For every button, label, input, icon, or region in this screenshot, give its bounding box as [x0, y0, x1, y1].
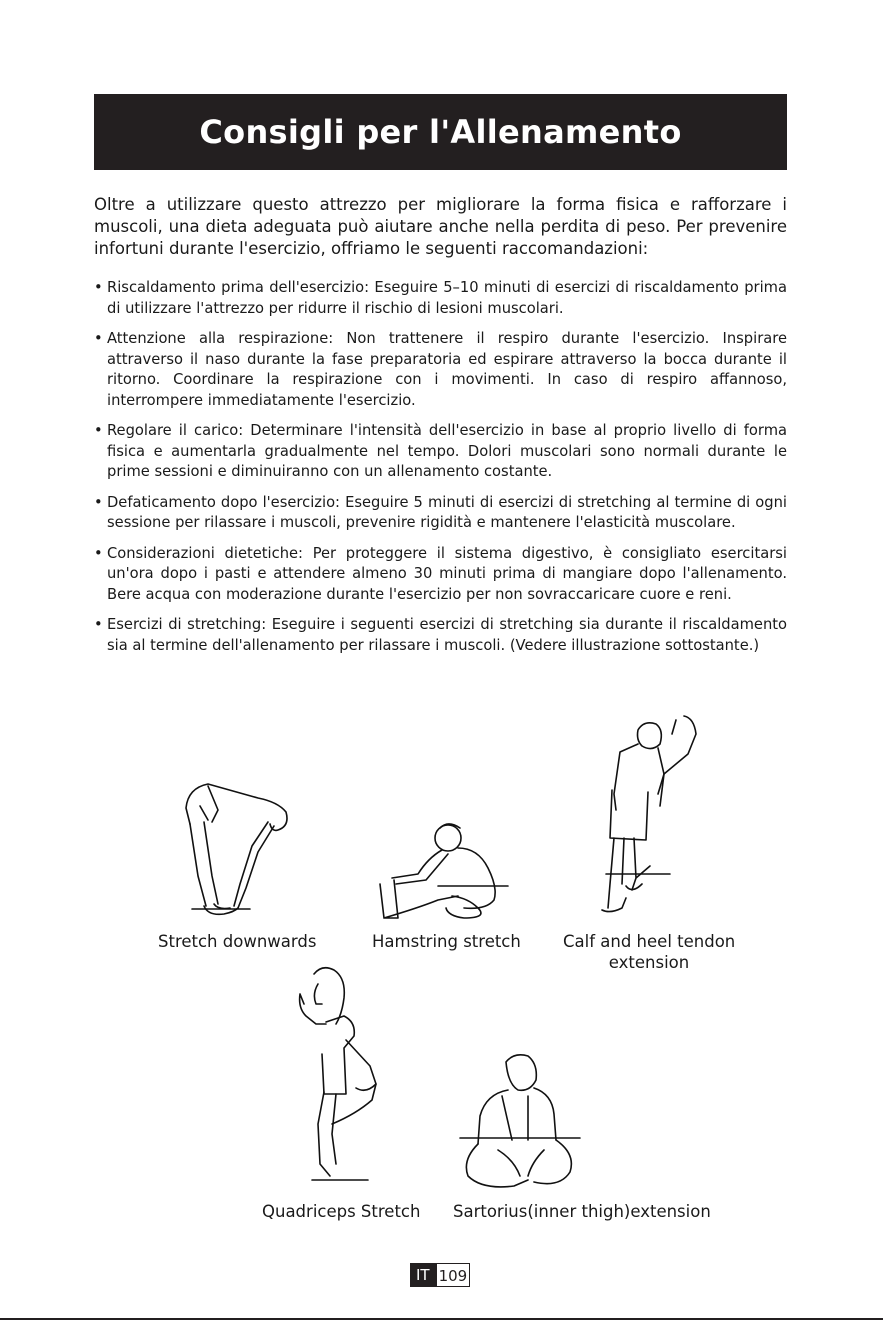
- quadriceps-stretch-illustration: [296, 964, 386, 1190]
- calf-heel-caption-line2: extension: [608, 953, 690, 972]
- tip-item: [94, 278, 787, 319]
- tip-text: Defaticamento dopo l'esercizio: Eseguire 5 minuti di esercizi di stretching al termine di ogni sessione per rilassare i muscoli, prevenire rigidità e mantenere l'elasticità muscolare.: [107, 493, 787, 531]
- stretch-downwards-caption: Stretch downwards: [158, 932, 317, 951]
- language-tag: IT: [410, 1263, 436, 1287]
- tip-item: [94, 615, 787, 656]
- bullet-icon: •: [94, 493, 103, 511]
- bullet-icon: •: [94, 422, 103, 439]
- tip-item: [94, 421, 787, 483]
- tip-item: [94, 544, 787, 606]
- hamstring-stretch-caption: Hamstring stretch: [372, 932, 521, 951]
- bullet-icon: •: [94, 330, 103, 347]
- sartorius-stretch-illustration: [458, 1050, 584, 1196]
- quadriceps-stretch-caption: Quadriceps Stretch: [262, 1202, 421, 1221]
- intro-paragraph: Oltre a utilizzare questo attrezzo per migliorare la forma fisica e rafforzare i muscoli, una dieta adeguata può aiutare anche nella perdita di peso. Per prevenire infortuni durante l'esercizio, offriamo le seguenti raccomandazioni:: [94, 195, 787, 258]
- tip-text: Regolare il carico: Determinare l'intensità dell'esercizio in base al proprio livello di forma fisica e aumentarla gradualmente nel tempo. Dolori muscolari sono normali durante le prime sessioni e diminuiranno con un allenamento costante.: [107, 422, 787, 480]
- tip-item: [94, 329, 787, 411]
- stretch-downwards-illustration: [178, 776, 298, 924]
- bullet-icon: •: [94, 616, 103, 633]
- tips-list: [94, 278, 787, 666]
- page-title: Consigli per l'Allenamento: [199, 113, 682, 151]
- calf-heel-stretch-illustration: [598, 714, 702, 924]
- tip-text: Attenzione alla respirazione: Non trattenere il respiro durante l'esercizio. Inspirare attraverso il naso durante la fase preparatoria ed espirare attraverso la bocca durante il ritorno. Coordinare la respirazione con i movimenti. In caso di respiro affannoso, interrompere immediatamente l'esercizio.: [107, 330, 787, 409]
- hamstring-stretch-illustration: [378, 818, 512, 922]
- page-footer: [410, 1263, 470, 1287]
- bottom-rule: [0, 1318, 883, 1320]
- bullet-icon: •: [94, 279, 103, 296]
- tip-item: [94, 493, 787, 534]
- calf-heel-caption: [563, 931, 735, 973]
- tip-text: Esercizi di stretching: Eseguire i seguenti esercizi di stretching sia durante il riscaldamento sia al termine dell'allenamento per rilassare i muscoli. (Vedere illustrazione sottostante.): [107, 616, 787, 654]
- tip-text: Riscaldamento prima dell'esercizio: Eseguire 5–10 minuti di esercizi di riscaldamento prima di utilizzare l'attrezzo per ridurre il rischio di lesioni muscolari.: [107, 279, 787, 317]
- calf-heel-caption-line1: Calf and heel tendon: [563, 932, 736, 951]
- sartorius-extension-caption: Sartorius(inner thigh)extension: [453, 1202, 711, 1221]
- page-number: 109: [436, 1263, 471, 1287]
- tip-text: Considerazioni dietetiche: Per proteggere il sistema digestivo, è consigliato esercitarsi un'ora dopo i pasti e attendere almeno 30 minuti prima di mangiare dopo l'allenamento. Bere acqua con moderazione durante l'esercizio per non sovraccaricare cuore e reni.: [107, 544, 787, 603]
- title-banner: [94, 94, 787, 170]
- bullet-icon: •: [94, 544, 103, 562]
